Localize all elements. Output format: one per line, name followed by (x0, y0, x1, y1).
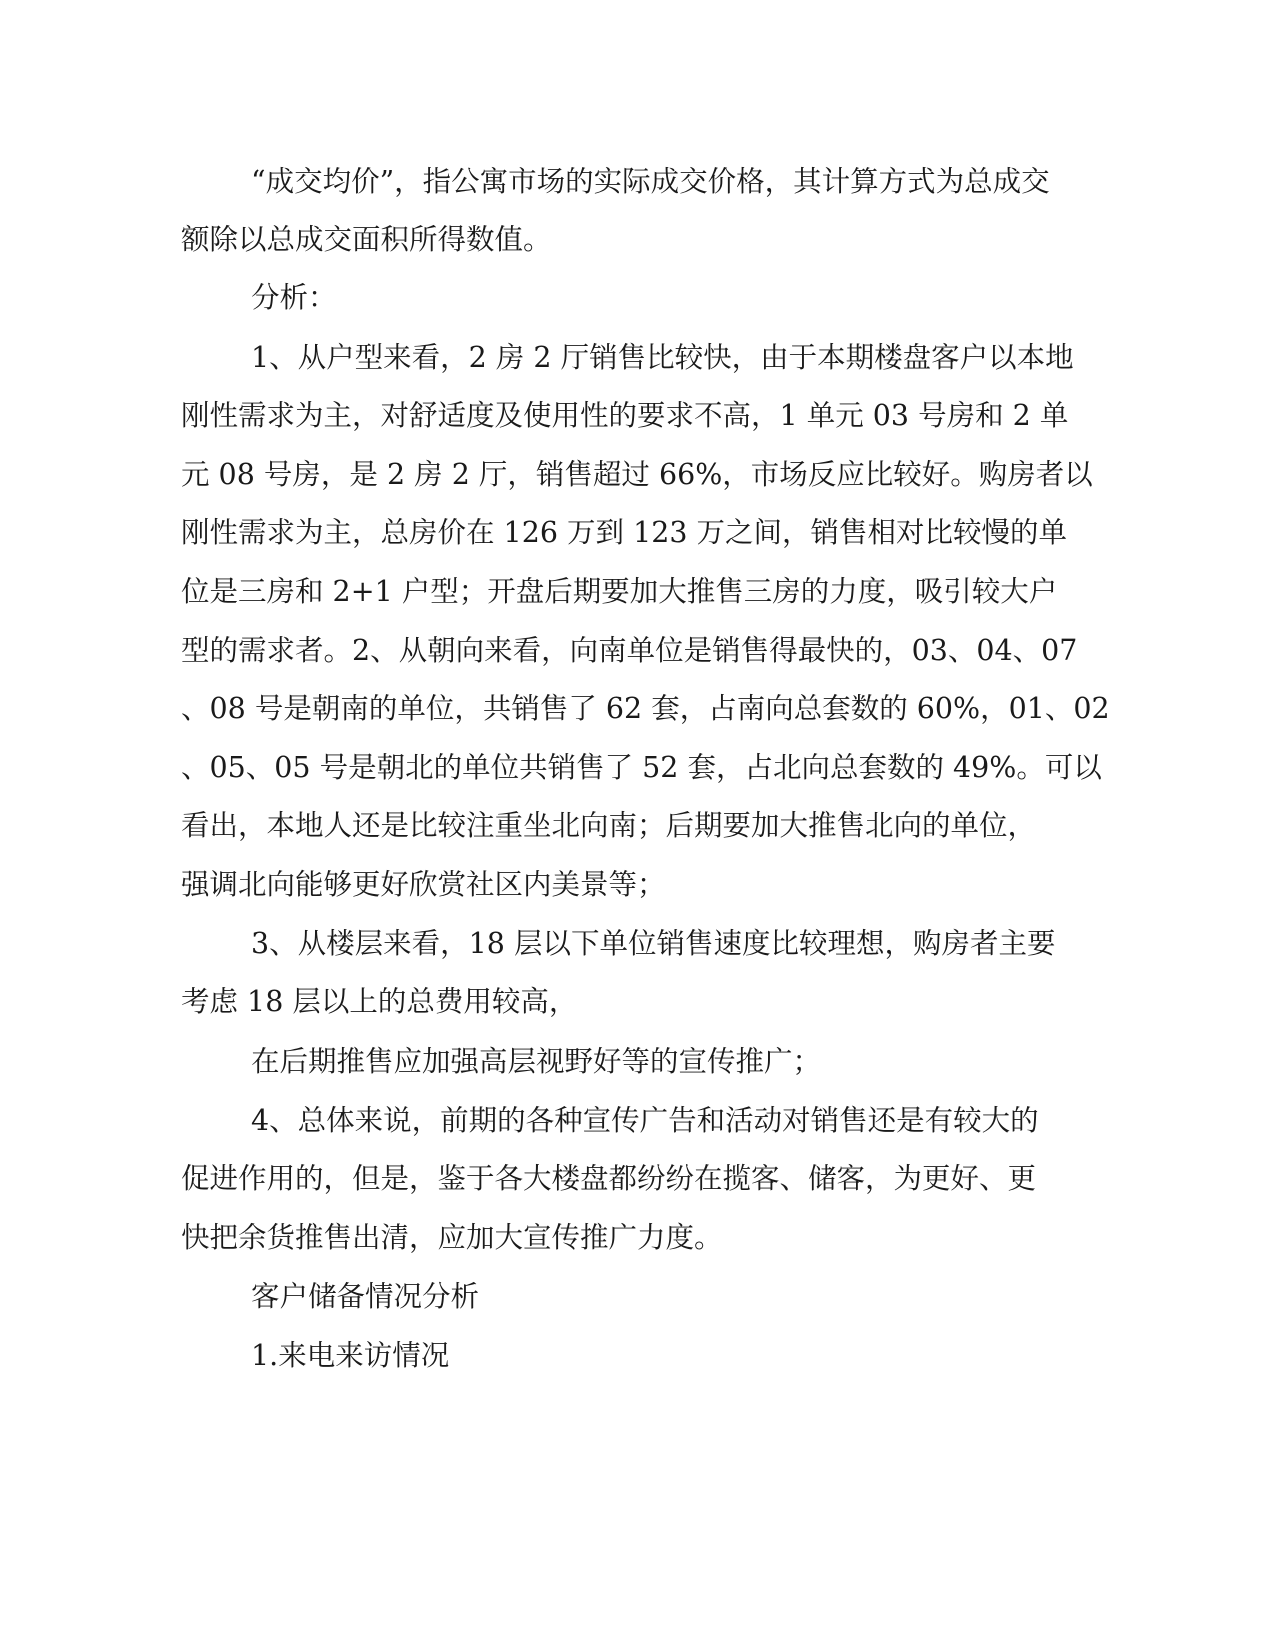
customer-reserve-heading: 客户储备情况分析 (251, 1280, 480, 1313)
calls-visits-subheading: 1.来电来访情况 (251, 1339, 450, 1372)
orientation-paragraph-line-4: 看出，本地人还是比较注重坐北向南；后期要加大推售北向的单位， (181, 809, 1037, 842)
overall-paragraph-line-1: 4、总体来说，前期的各种宣传广告和活动对销售还是有较大的 (251, 1104, 1039, 1137)
orientation-paragraph-line-3: 、05、05 号是朝北的单位共销售了 52 套，占北向总套数的 49%。可以 (181, 751, 1102, 784)
unit-type-paragraph-line-1: 1、从户型来看，2 房 2 厅销售比较快，由于本期楼盘客户以本地 (251, 341, 1074, 374)
orientation-paragraph-line-1: 型的需求者。2、从朝向来看，向南单位是销售得最快的，03、04、07 (181, 634, 1078, 667)
overall-paragraph-line-2: 促进作用的，但是，鉴于各大楼盘都纷纷在揽客、储客，为更好、更 (181, 1162, 1037, 1195)
unit-type-paragraph-line-3: 元 08 号房，是 2 房 2 厅，销售超过 66%，市场反应比较好。购房者以 (181, 458, 1093, 491)
analysis-heading: 分析： (251, 281, 337, 314)
unit-type-paragraph-line-5: 位是三房和 2+1 户型；开盘后期要加大推售三房的力度，吸引较大户 (181, 575, 1058, 608)
unit-type-paragraph-line-4: 刚性需求为主，总房价在 126 万到 123 万之间，销售相对比较慢的单 (181, 516, 1068, 549)
orientation-paragraph-line-2: 、08 号是朝南的单位，共销售了 62 套，占南向总套数的 60%，01、02 (181, 692, 1110, 725)
overall-paragraph-line-3: 快把余货推售出清，应加大宣传推广力度。 (181, 1221, 723, 1254)
unit-type-paragraph-line-2: 刚性需求为主，对舒适度及使用性的要求不高，1 单元 03 号房和 2 单 (181, 399, 1069, 432)
paragraph-avg-price-line-1: “成交均价”，指公寓市场的实际成交价格，其计算方式为总成交 (251, 165, 1050, 198)
paragraph-avg-price-line-2: 额除以总成交面积所得数值。 (181, 223, 552, 256)
orientation-paragraph-line-5: 强调北向能够更好欣赏社区内美景等； (181, 868, 666, 901)
floor-paragraph-line-2: 考虑 18 层以上的总费用较高， (181, 985, 578, 1018)
floor-promotion-line: 在后期推售应加强高层视野好等的宣传推广； (251, 1045, 822, 1078)
floor-paragraph-line-1: 3、从楼层来看，18 层以下单位销售速度比较理想，购房者主要 (251, 927, 1056, 960)
